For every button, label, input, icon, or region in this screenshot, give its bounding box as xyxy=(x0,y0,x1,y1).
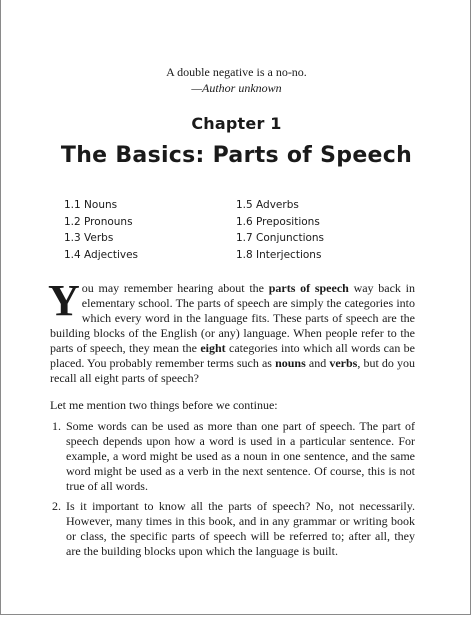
epigraph-quote: A double negative is a no-no. xyxy=(166,65,307,79)
section-item: 1.4 Adjectives xyxy=(64,248,139,261)
intro-text: ou may remember hearing about the xyxy=(81,281,269,295)
numbered-list xyxy=(50,419,415,559)
intro-text: , but do you recall all eight parts of speech? xyxy=(50,356,416,385)
section-item: 1.8 Interjections xyxy=(236,248,322,261)
section-item: 1.3 Verbs xyxy=(64,232,114,244)
term-nouns: nouns xyxy=(275,356,306,370)
body-text xyxy=(48,276,416,564)
list-item xyxy=(50,419,415,494)
epigraph xyxy=(0,64,473,96)
list-item-text: Some words can be used as more than one part of speech. The part of speech depends upon how a word is used in a particular sentence. For example, a word might be used as a noun in one sentence, and the same word might be used as a verb in the next sentence. Of course, this is not true of all words. xyxy=(66,419,415,493)
intro-paragraph xyxy=(48,276,416,386)
list-item-number: 2. xyxy=(52,499,61,513)
chapter-label: Chapter 1 xyxy=(191,114,282,133)
section-item: 1.6 Prepositions xyxy=(236,215,320,228)
section-list-column-2 xyxy=(236,197,324,263)
section-item: 1.2 Pronouns xyxy=(64,215,133,228)
list-item xyxy=(50,499,415,559)
section-list-column-1 xyxy=(64,197,138,263)
mention-paragraph: Let me mention two things before we continue: xyxy=(50,398,278,412)
section-item: 1.7 Conjunctions xyxy=(236,232,325,244)
epigraph-attribution: —Author unknown xyxy=(191,81,282,95)
term-eight: eight xyxy=(200,341,226,355)
term-verbs: verbs xyxy=(329,356,358,370)
intro-text: and xyxy=(305,356,330,370)
section-item: 1.5 Adverbs xyxy=(236,199,299,211)
section-item: 1.1 Nouns xyxy=(64,199,118,211)
drop-cap: Y xyxy=(48,276,80,325)
list-item-text: Is it important to know all the parts of speech? No, not necessarily. However, many times in this book, and in any grammar or writing book or class, the specific parts of speech will be referred to; after all, they are the building blocks upon which the language is built. xyxy=(66,499,415,558)
list-item-number: 1. xyxy=(52,419,61,433)
intro-text: categories into which all words can be placed. You probably remember terms such as xyxy=(50,341,415,370)
chapter-title: The Basics: Parts of Speech xyxy=(60,143,413,168)
term-parts-of-speech: parts of speech xyxy=(268,281,349,295)
intro-text: way back in elementary school. The parts of speech are simply the categories into which every word in the language fits. These parts of speech are the building blocks of the English (or any) language. When people refer to the parts of speech, they mean the xyxy=(50,281,415,355)
